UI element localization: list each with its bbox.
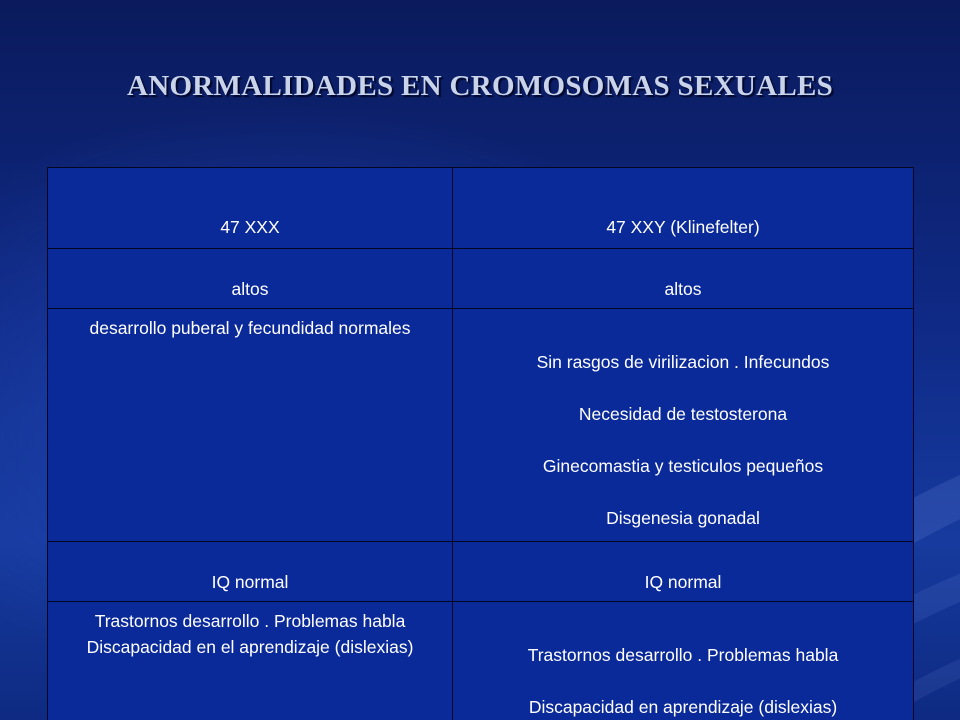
- disorders-line-1-xxx: Trastornos desarrollo . Problemas habla: [94, 611, 406, 631]
- cell-development-xxy: [453, 309, 914, 542]
- cell-height-xxx: altos: [48, 249, 453, 309]
- development-line-4: Disgenesia gonadal: [606, 508, 760, 528]
- table-header-row: [48, 168, 914, 249]
- table-row: [48, 309, 914, 542]
- table-row: [48, 542, 914, 602]
- disorders-line-2-xxx: Discapacidad en el aprendizaje (dislexias): [86, 637, 414, 657]
- disorders-line-1-xxy: Trastornos desarrollo . Problemas habla: [527, 645, 839, 665]
- cell-height-xxy: altos: [453, 249, 914, 309]
- table-row: [48, 249, 914, 309]
- comparison-table: [47, 167, 914, 720]
- header-47xxy: 47 XXY (Klinefelter): [453, 168, 914, 249]
- disorders-line-2-xxy: Discapacidad en aprendizaje (dislexias): [528, 697, 838, 717]
- cell-iq-xxx: IQ normal: [48, 542, 453, 602]
- table-row: [48, 602, 914, 720]
- development-text-xxx: desarrollo puberal y fecundidad normales: [89, 318, 411, 338]
- cell-development-xxx: [48, 309, 453, 542]
- slide-title: ANORMALIDADES EN CROMOSOMAS SEXUALES: [126, 70, 834, 102]
- cell-iq-xxy: IQ normal: [453, 542, 914, 602]
- development-line-2: Necesidad de testosterona: [578, 404, 788, 424]
- cell-disorders-xxy: [453, 602, 914, 720]
- development-line-3: Ginecomastia y testiculos pequeños: [542, 456, 824, 476]
- development-line-1: Sin rasgos de virilizacion . Infecundos: [536, 352, 830, 372]
- cell-disorders-xxx: [48, 602, 453, 720]
- header-47xxx: 47 XXX: [48, 168, 453, 249]
